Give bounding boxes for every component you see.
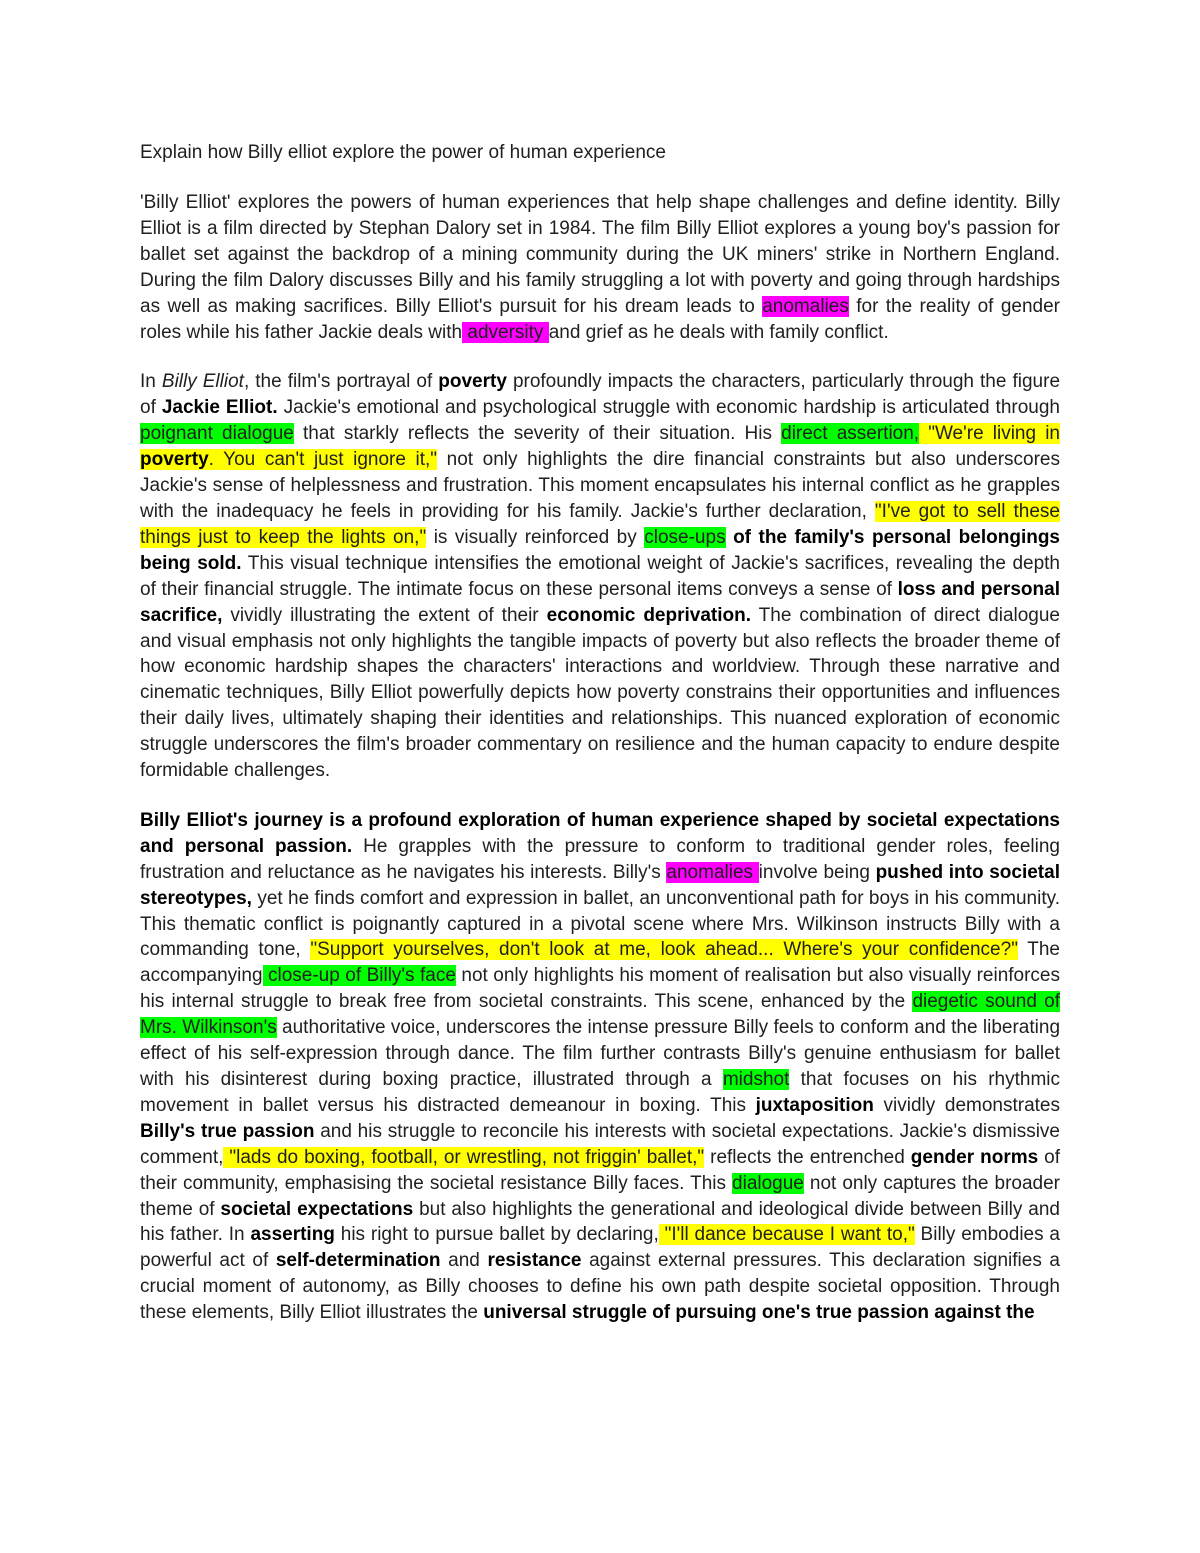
highlight-diegetic-sound: diegetic sound of Mrs. Wilkinson's bbox=[140, 991, 1060, 1039]
highlight-close-ups: close-ups bbox=[644, 526, 726, 548]
highlight-anomalies: anomalies bbox=[762, 295, 849, 317]
highlight-anomalies: anomalies bbox=[666, 861, 759, 883]
highlight-close-up-face: close-up of Billy's face bbox=[262, 965, 456, 987]
bold-term: poverty bbox=[438, 371, 507, 393]
text-run: The combination of direct dialogue and visual emphasis not only highlights the tangible impacts of poverty but also reflects the broader theme of how economic hardship shapes the characters' interactions and worldview. Through these narrative and cinematic techniques, Billy Elliot powerfully depicts how poverty constrains their opportunities and influences their daily lives, ultimately shaping their identities and relationships. This nuanced exploration of economic struggle underscores the film's broader commentary on resilience and the human capacity to endure despite formidable challenges. bbox=[140, 604, 1060, 782]
text-run: is visually reinforced by bbox=[426, 526, 645, 548]
bold-term: Billy's true passion bbox=[140, 1120, 315, 1142]
text-run: his right to pursue ballet by declaring, bbox=[334, 1224, 659, 1246]
text-run: vividly demonstrates bbox=[873, 1094, 1060, 1116]
highlight-quote: "I'll dance because I want to," bbox=[658, 1224, 915, 1246]
text-run: He grapples with the pressure to conform to traditional gender roles, feeling frustration and reluctance as he navigates his interests. Billy's bbox=[140, 835, 1060, 883]
bold-term: resistance bbox=[487, 1250, 582, 1272]
bold-term: gender norms bbox=[910, 1146, 1039, 1168]
text-run: not only highlights the dire financial constraints but also underscores Jackie's sense of helplessness and frustration. This moment encapsulates his internal conflict as he grapples with the inadequacy he feels in providing for his family. Jackie's further declaration, bbox=[140, 449, 1060, 522]
text-run: not only captures the broader theme of bbox=[140, 1172, 1061, 1220]
text-run: that focuses on his rhythmic movement in ballet versus his distracted demeanour in boxing. This bbox=[140, 1069, 1060, 1116]
bold-term: loss and personal sacrifice, bbox=[140, 578, 1060, 626]
bold-term: universal struggle of pursuing one's true passion against the bbox=[483, 1302, 1035, 1324]
text-run: , the film's portrayal of bbox=[243, 371, 439, 393]
text-run: not only highlights his moment of realisation but also visually reinforces his internal struggle to break free from societal constraints. This scene, enhanced by the bbox=[140, 965, 1060, 1013]
bold-term: poverty bbox=[140, 449, 209, 471]
text-run: against external pressures. This declaration signifies a crucial moment of autonomy, as Billy chooses to define his own path despite societal opposition. Through these elements, Billy Elliot illustrates the bbox=[140, 1250, 1060, 1324]
text-run: of their community, emphasising the societal resistance Billy faces. This bbox=[140, 1146, 1060, 1194]
paragraph-introduction bbox=[140, 190, 1060, 345]
text-run: authoritative voice, underscores the intense pressure Billy feels to conform and the liberating effect of his self-expression through dance. The film further contrasts Billy's genuine enthusiasm for ballet with his disinterest during boxing practice, illustrated through a bbox=[140, 1017, 1061, 1090]
text-run: This visual technique intensifies the emotional weight of Jackie's sacrifices, revealing the depth of their financial struggle. The intimate focus on these personal items conveys a sense of bbox=[140, 552, 1061, 600]
bold-term: economic deprivation. bbox=[546, 604, 752, 626]
text-run: for the reality of gender roles while his father Jackie deals with bbox=[140, 295, 1060, 343]
text-run: profoundly impacts the characters, particularly through the figure of bbox=[140, 371, 1061, 419]
text-run: reflects the entrenched bbox=[704, 1146, 911, 1168]
highlight-quote: "I've got to sell these things just to keep the lights on," bbox=[140, 500, 1060, 548]
highlight-quote: "Support yourselves, don't look at me, look ahead... Where's your confidence?" bbox=[310, 939, 1018, 961]
bold-term: Jackie Elliot. bbox=[161, 397, 278, 419]
bold-term: juxtaposition bbox=[755, 1094, 874, 1116]
text-run: The accompanying bbox=[140, 939, 1060, 987]
highlight-direct-assertion: direct assertion, bbox=[781, 423, 920, 445]
bold-term: societal expectations bbox=[220, 1198, 414, 1220]
bold-term: self-determination bbox=[275, 1250, 441, 1272]
text-run: that starkly reflects the severity of their situation. His bbox=[293, 423, 782, 445]
bold-term: of the family's personal belongings being sold. bbox=[140, 526, 1060, 574]
text-run: 'Billy Elliot' explores the powers of human experiences that help shape challenges and define identity. Billy Elliot is a film directed by Stephan Dalory set in 1984. The film Billy Elliot explores a young boy's passion for ballet set against the backdrop of a mining community during the UK miners' strike in Northern England. During the film Dalory discusses Billy and his family struggling a lot with poverty and going through hardships as well as making sacrifices. Billy Elliot's pursuit for his dream leads to bbox=[140, 192, 1060, 317]
document-title: Explain how Billy elliot explore the power of human experience bbox=[140, 142, 666, 163]
highlight-dialogue: dialogue bbox=[732, 1172, 804, 1194]
highlight-midshot: midshot bbox=[722, 1069, 790, 1090]
quote-text: . You can't just ignore it," bbox=[208, 449, 438, 471]
text-run: vividly illustrating the extent of their bbox=[222, 604, 547, 626]
bold-term: pushed into societal stereotypes, bbox=[140, 861, 1060, 909]
film-title-italic: Billy Elliot bbox=[161, 371, 244, 393]
text-run: Billy embodies a powerful act of bbox=[140, 1224, 1061, 1272]
paragraph-poverty bbox=[140, 369, 1060, 784]
bold-term: asserting bbox=[250, 1224, 335, 1246]
text-run: and grief as he deals with family conflict. bbox=[548, 321, 889, 343]
quote-text: "We're living in bbox=[919, 423, 1060, 445]
text-run: In bbox=[140, 371, 162, 393]
highlight-quote: "lads do boxing, football, or wrestling, not friggin' ballet," bbox=[223, 1146, 705, 1168]
text-run: Jackie's emotional and psychological struggle with economic hardship is articulated through bbox=[277, 397, 1060, 419]
text-run: involve being bbox=[758, 861, 876, 883]
highlight-adversity: adversity bbox=[462, 321, 549, 343]
bold-thesis: Billy Elliot's journey is a profound exploration of human experience shaped by societal expectations and personal passion. bbox=[140, 809, 1060, 857]
text-run: yet he finds comfort and expression in ballet, an unconventional path for boys in his community. This thematic conflict is poignantly captured in a pivotal scene where Mrs. Wilkinson instructs Billy with a commanding tone, bbox=[140, 887, 1060, 961]
text-run: but also highlights the generational and ideological divide between Billy and his father. In bbox=[140, 1198, 1060, 1246]
text-run: and bbox=[440, 1250, 488, 1272]
text-run: and his struggle to reconcile his interests with societal expectations. Jackie's dismissive comment, bbox=[140, 1120, 1060, 1168]
paragraph-journey bbox=[140, 808, 1060, 1326]
highlight-poignant-dialogue: poignant dialogue bbox=[140, 423, 294, 445]
